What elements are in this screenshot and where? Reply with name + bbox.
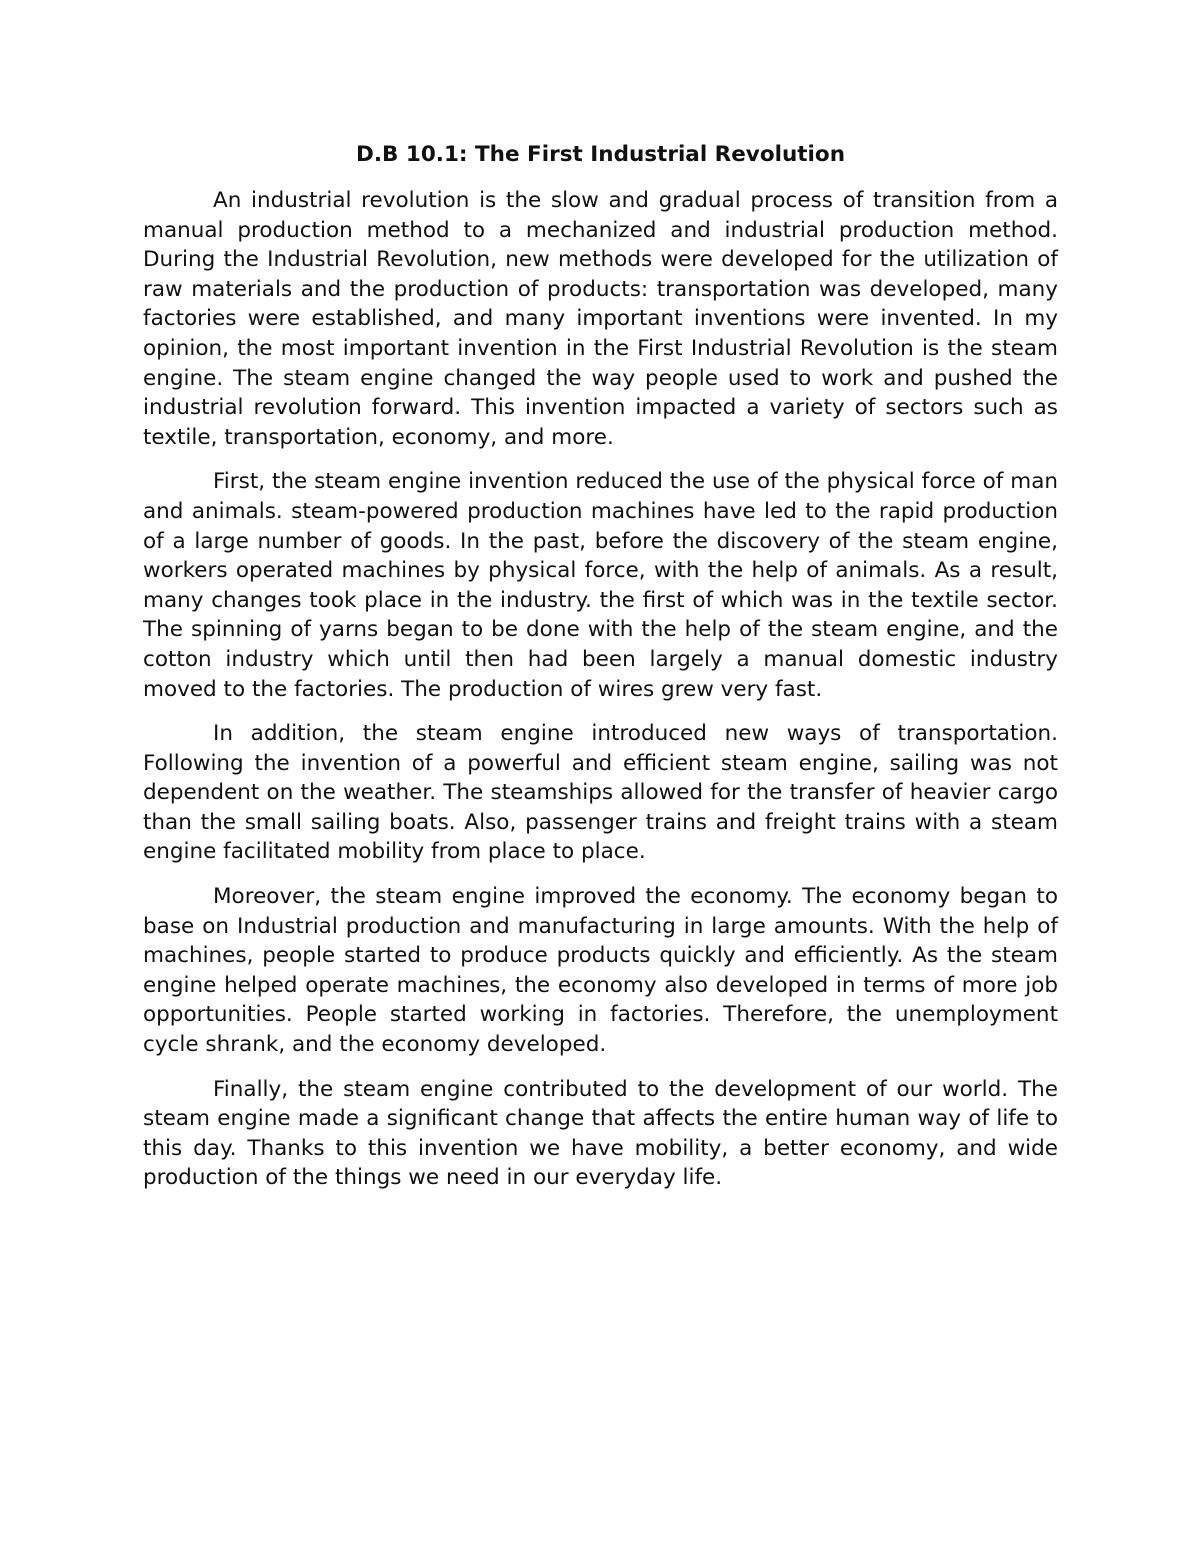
paragraph-physical-force: First, the steam engine invention reduced the use of the physical force of man and animals. steam-powered production machines have led to the rapid production of a large number of goods. In the past, before the discovery of the steam engine, workers operated machines by physical force, with the help of animals. As a result, many changes took place in the industry. the first of which was in the textile sector. The spinning of yarns began to be done with the help of the steam engine, and the cotton industry which until then had been largely a manual domestic industry moved to the factories. The production of wires grew very fast.: [143, 469, 1058, 702]
paragraph-introduction: An industrial revolution is the slow and gradual process of transition from a manual production method to a mechanized and industrial production method. During the Industrial Revolution, new methods were developed for the utilization of raw materials and the production of products: transportation was developed, many factories were established, and many important inventions were invented. In my opinion, the most important invention in the First Industrial Revolution is the steam engine. The steam engine changed the way people used to work and pushed the industrial revolution forward. This invention impacted a variety of sectors such as textile, transportation, economy, and more.: [143, 188, 1058, 450]
paragraph-conclusion: Finally, the steam engine contributed to the development of our world. The steam engine made a significant change that affects the entire human way of life to this day. Thanks to this invention we have mobility, a better economy, and wide production of the things we need in our everyday life.: [143, 1076, 1058, 1191]
document-title: D.B 10.1: The First Industrial Revolution: [355, 142, 845, 167]
document-page: [143, 139, 1058, 1208]
paragraph-economy: Moreover, the steam engine improved the economy. The economy began to base on Industrial production and manufacturing in large amounts. With the help of machines, people started to produce products quickly and efficiently. As the steam engine helped operate machines, the economy also developed in terms of more job opportunities. People started working in factories. Therefore, the unemployment cycle shrank, and the economy developed.: [143, 884, 1058, 1058]
paragraph-transportation: In addition, the steam engine introduced new ways of transportation. Following the invention of a powerful and efficient steam engine, sailing was not dependent on the weather. The steamships allowed for the transfer of heavier cargo than the small sailing boats. Also, passenger trains and freight trains with a steam engine facilitated mobility from place to place.: [143, 721, 1058, 865]
